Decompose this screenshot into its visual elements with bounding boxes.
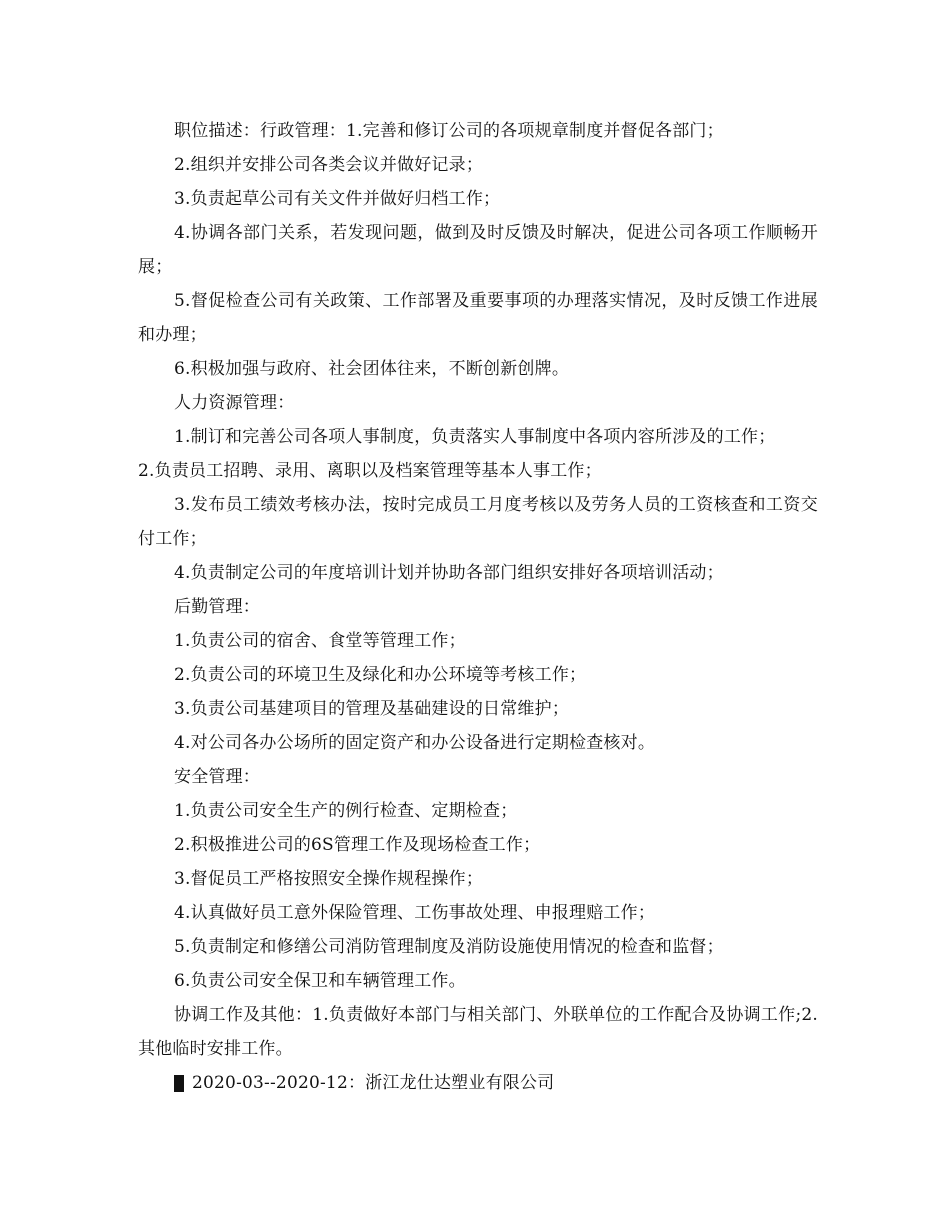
paragraph: 6.负责公司安全保卫和车辆管理工作。: [174, 971, 466, 991]
section-heading: 人力资源管理：: [174, 393, 295, 413]
paragraph: 3.督促员工严格按照安全操作规程操作；: [174, 869, 484, 889]
paragraph: 3.负责公司基建项目的管理及基础建设的日常维护；: [174, 699, 570, 719]
experience-entry-text: 2020-03--2020-12：浙江龙仕达塑业有限公司: [192, 1073, 555, 1093]
paragraph: 5.督促检查公司有关政策、工作部署及重要事项的办理落实情况，及时反馈工作进展和办理；: [138, 291, 818, 345]
experience-entry: [138, 1066, 818, 1100]
paragraph: 4.协调各部门关系，若发现问题，做到及时反馈及时解决，促进公司各项工作顺畅开展；: [138, 223, 818, 277]
paragraph: 2.负责公司的环境卫生及绿化和办公环境等考核工作；: [174, 665, 587, 685]
paragraph: 4.对公司各办公场所的固定资产和办公设备进行定期检查核对。: [174, 733, 656, 753]
paragraph: 6.积极加强与政府、社会团体往来，不断创新创牌。: [174, 359, 570, 379]
section-heading: 安全管理：: [174, 767, 260, 787]
paragraph: 协调工作及其他：1.负责做好本部门与相关部门、外联单位的工作配合及协调工作;2.其他临时安排工作。: [138, 1005, 818, 1059]
section-heading: 后勤管理：: [174, 597, 260, 617]
paragraph: 1.负责公司安全生产的例行检查、定期检查；: [174, 801, 518, 821]
paragraph: 1.负责公司的宿舍、食堂等管理工作；: [174, 631, 466, 651]
paragraph: 1.制订和完善公司各项人事制度，负责落实人事制度中各项内容所涉及的工作；: [174, 427, 776, 447]
paragraph: 职位描述：行政管理：1.完善和修订公司的各项规章制度并督促各部门；: [174, 121, 724, 141]
paragraph: 4.负责制定公司的年度培训计划并协助各部门组织安排好各项培训活动；: [174, 563, 724, 583]
paragraph: 4.认真做好员工意外保险管理、工伤事故处理、申报理赔工作；: [174, 903, 656, 923]
paragraph: 2.组织并安排公司各类会议并做好记录；: [174, 155, 484, 175]
paragraph: 3.发布员工绩效考核办法，按时完成员工月度考核以及劳务人员的工资核查和工资交付工作；: [138, 495, 818, 549]
paragraph: 3.负责起草公司有关文件并做好归档工作；: [174, 189, 501, 209]
paragraph: 2.负责员工招聘、录用、离职以及档案管理等基本人事工作；: [138, 461, 602, 481]
document-body: [138, 114, 818, 1100]
square-bullet-icon: [174, 1075, 184, 1092]
paragraph: 2.积极推进公司的6S管理工作及现场检查工作；: [174, 835, 541, 855]
paragraph: 5.负责制定和修缮公司消防管理制度及消防设施使用情况的检查和监督；: [174, 937, 724, 957]
